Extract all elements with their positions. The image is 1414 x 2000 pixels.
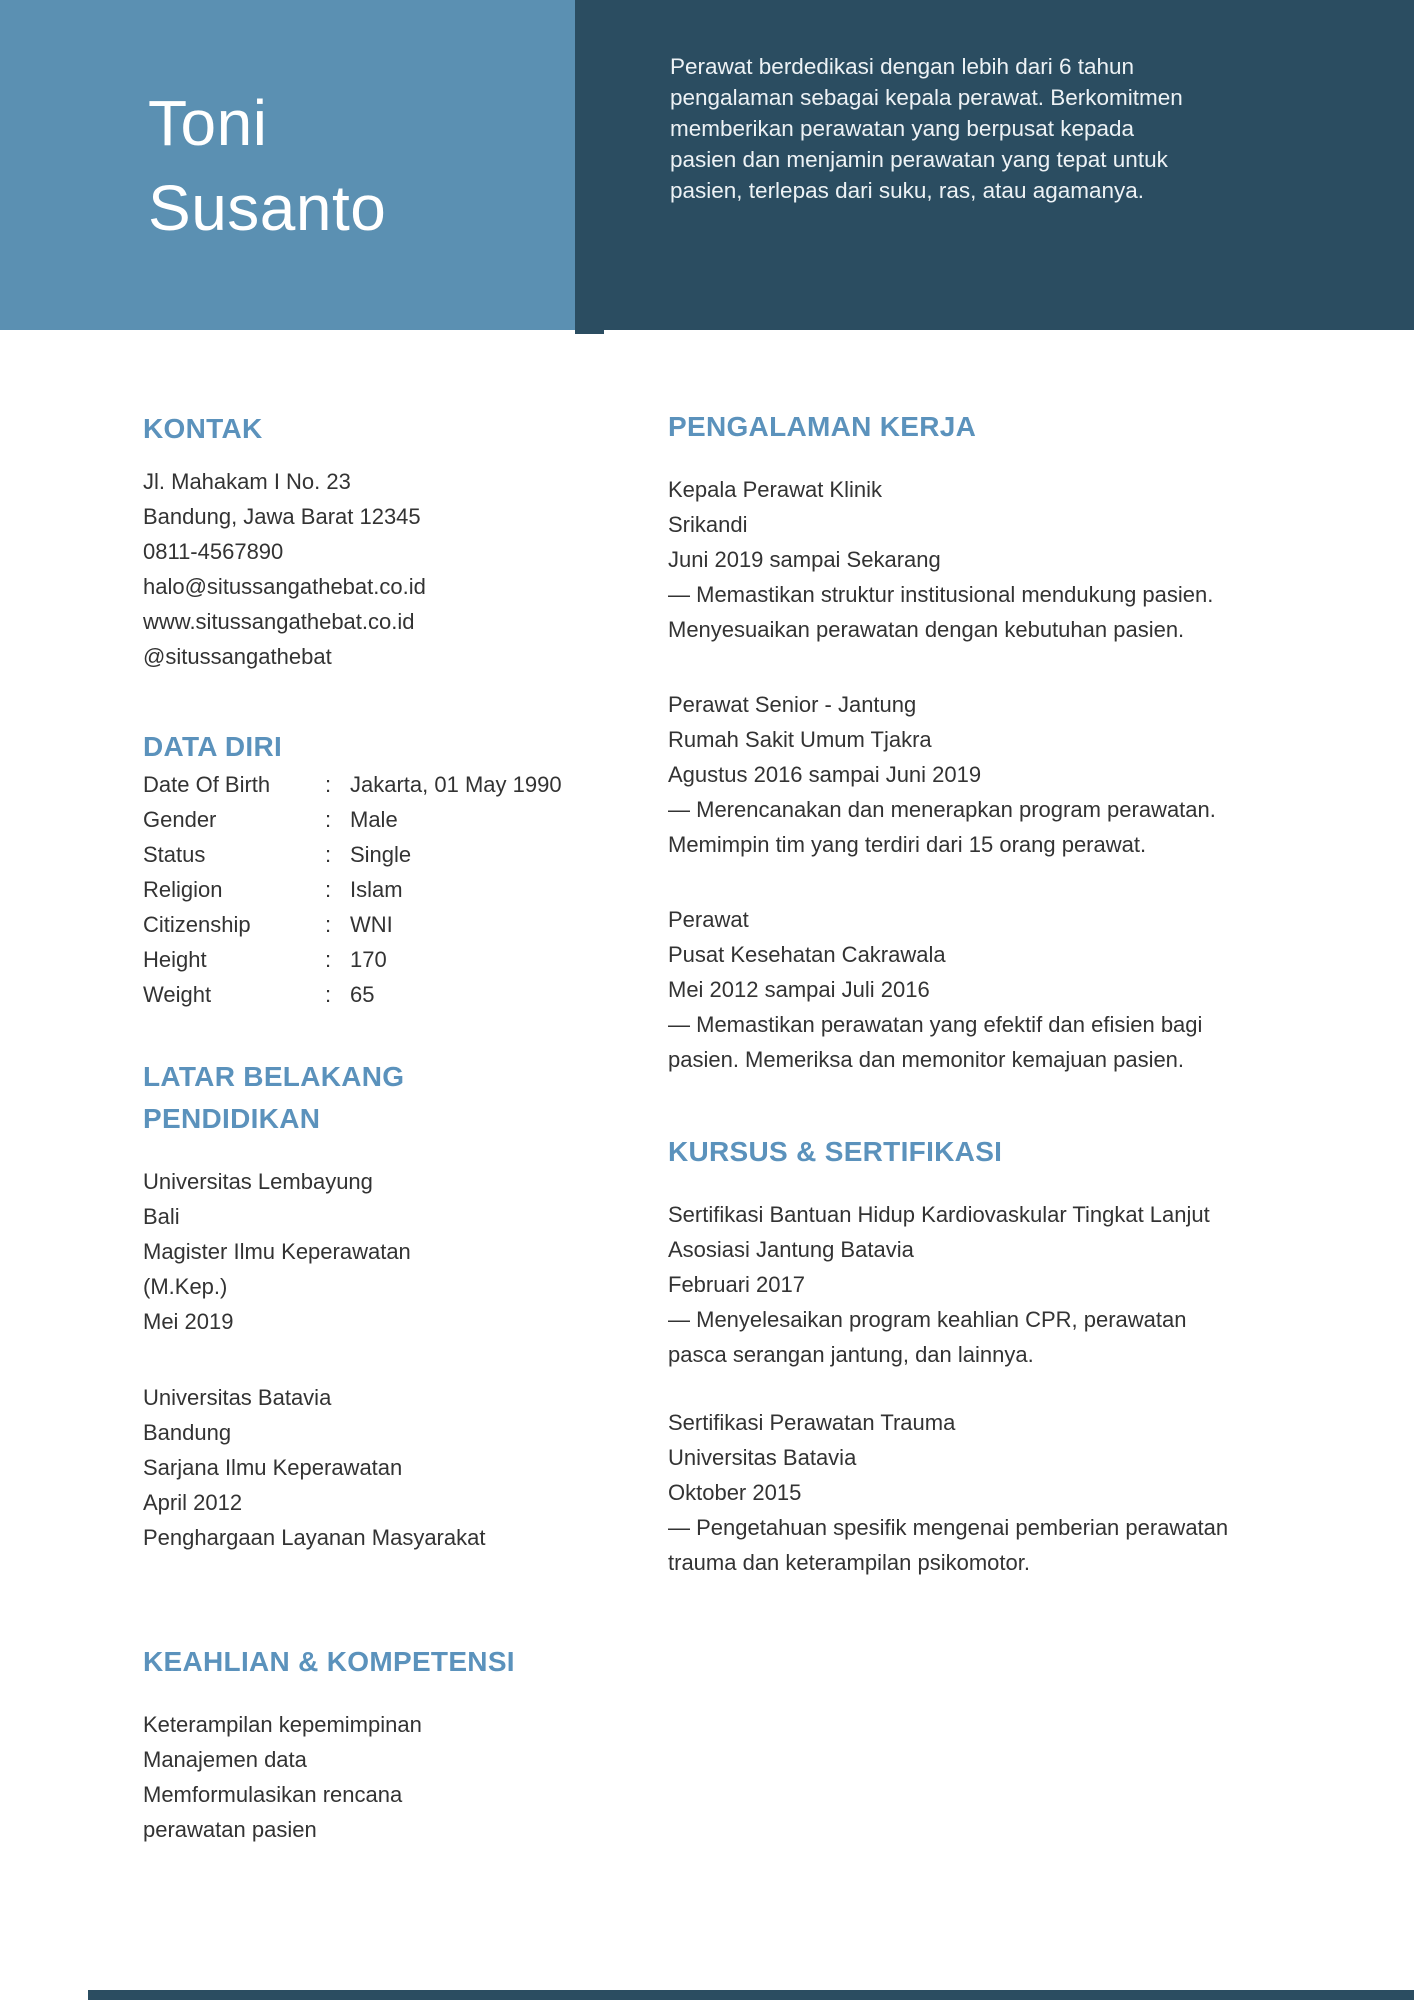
experience-entry xyxy=(668,472,1213,647)
data-diri-row xyxy=(143,837,623,872)
row-separator: : xyxy=(325,877,332,902)
row-separator: : xyxy=(325,947,332,972)
certification-description-line: trauma dan keterampilan psikomotor. xyxy=(668,1550,1030,1575)
certification-description-line: — Pengetahuan spesifik mengenai pemberian perawatan xyxy=(668,1515,1229,1540)
education-school: Universitas Lembayung xyxy=(143,1169,373,1194)
profile-summary xyxy=(670,51,1250,206)
job-company: Srikandi xyxy=(668,512,748,537)
education-entry xyxy=(143,1380,485,1555)
contact-city-line: Bandung, Jawa Barat 12345 xyxy=(143,504,421,529)
certification-entry xyxy=(668,1197,1210,1372)
contact-list xyxy=(143,464,426,674)
candidate-name xyxy=(148,81,386,251)
job-title: Perawat xyxy=(668,907,749,932)
row-value: Single xyxy=(350,842,412,867)
data-diri-row xyxy=(143,977,623,1012)
summary-line: pengalaman sebagai kepala perawat. Berkomitmen xyxy=(670,85,1183,110)
row-label: Citizenship xyxy=(143,912,251,937)
section-title-kursus: KURSUS & SERTIFIKASI xyxy=(668,1136,1003,1167)
section-title-pendidikan: LATAR BELAKANG PENDIDIKAN xyxy=(143,1061,405,1134)
education-location: Bali xyxy=(143,1204,180,1229)
certification-title: Sertifikasi Perawatan Trauma xyxy=(668,1410,956,1435)
candidate-last-name: Susanto xyxy=(148,172,387,244)
job-title: Kepala Perawat Klinik xyxy=(668,477,883,502)
data-diri-row xyxy=(143,872,623,907)
row-value: WNI xyxy=(350,912,393,937)
education-degree-abbر: (M.Kep.) xyxy=(143,1274,228,1299)
section-title-pengalaman: PENGALAMAN KERJA xyxy=(668,411,977,442)
job-description-line: Memimpin tim yang terdiri dari 15 orang perawat. xyxy=(668,832,1147,857)
skill-item: perawatan pasien xyxy=(143,1817,317,1842)
row-separator: : xyxy=(325,982,332,1007)
footer-bar xyxy=(88,1990,1414,2000)
row-separator: : xyxy=(325,912,332,937)
section-title-data-diri: DATA DIRI xyxy=(143,731,283,762)
job-period: Juni 2019 sampai Sekarang xyxy=(668,547,941,572)
contact-website: www.situssangathebat.co.id xyxy=(143,609,415,634)
certification-date: Oktober 2015 xyxy=(668,1480,802,1505)
candidate-first-name: Toni xyxy=(148,87,268,159)
job-company: Rumah Sakit Umum Tjakra xyxy=(668,727,932,752)
data-diri-row xyxy=(143,802,623,837)
row-label: Height xyxy=(143,947,207,972)
skill-item: Memformulasikan rencana xyxy=(143,1782,403,1807)
job-description-line: — Memastikan struktur institusional mendukung pasien. xyxy=(668,582,1214,607)
summary-line: pasien dan menjamin perawatan yang tepat untuk xyxy=(670,147,1168,172)
row-value: Jakarta, 01 May 1990 xyxy=(350,772,562,797)
skill-item: Keterampilan kepemimpinan xyxy=(143,1712,422,1737)
row-value: Islam xyxy=(350,877,403,902)
skill-item: Manajemen data xyxy=(143,1747,307,1772)
row-label: Weight xyxy=(143,982,212,1007)
certification-issuer: Universitas Batavia xyxy=(668,1445,857,1470)
job-title: Perawat Senior - Jantung xyxy=(668,692,917,717)
row-separator: : xyxy=(325,772,332,797)
section-title-kontak: KONTAK xyxy=(143,413,263,444)
contact-address-line: Jl. Mahakam I No. 23 xyxy=(143,469,351,494)
row-label: Religion xyxy=(143,877,223,902)
job-company: Pusat Kesehatan Cakrawala xyxy=(668,942,946,967)
contact-phone: 0811-4567890 xyxy=(143,539,284,564)
job-period: Mei 2012 sampai Juli 2016 xyxy=(668,977,930,1002)
row-label: Gender xyxy=(143,807,217,832)
education-school: Universitas Batavia xyxy=(143,1385,332,1410)
job-period: Agustus 2016 sampai Juni 2019 xyxy=(668,762,982,787)
row-value: 65 xyxy=(350,982,375,1007)
data-diri-row xyxy=(143,767,623,802)
certification-date: Februari 2017 xyxy=(668,1272,805,1297)
job-description-line: — Merencanakan dan menerapkan program perawatan. xyxy=(668,797,1216,822)
contact-email: halo@situssangathebat.co.id xyxy=(143,574,426,599)
education-degree: Magister Ilmu Keperawatan xyxy=(143,1239,411,1264)
experience-entry xyxy=(668,687,1216,862)
row-separator: : xyxy=(325,842,332,867)
certification-entry xyxy=(668,1405,1228,1580)
row-value: 170 xyxy=(350,947,387,972)
row-label: Status xyxy=(143,842,206,867)
education-date: April 2012 xyxy=(143,1490,243,1515)
section-title-keahlian: KEAHLIAN & KOMPETENSI xyxy=(143,1646,515,1677)
row-label: Date Of Birth xyxy=(143,772,271,797)
job-description-line: Menyesuaikan perawatan dengan kebutuhan pasien. xyxy=(668,617,1185,642)
summary-line: pasien, terlepas dari suku, ras, atau agamanya. xyxy=(670,178,1145,203)
data-diri-row xyxy=(143,942,623,977)
education-location: Bandung xyxy=(143,1420,232,1445)
row-separator: : xyxy=(325,807,332,832)
education-award: Penghargaan Layanan Masyarakat xyxy=(143,1525,486,1550)
certification-description-line: pasca serangan jantung, dan lainnya. xyxy=(668,1342,1034,1367)
row-value: Male xyxy=(350,807,398,832)
summary-line: memberikan perawatan yang berpusat kepada xyxy=(670,116,1135,141)
certification-title: Sertifikasi Bantuan Hidup Kardiovaskular Tingkat Lanjut xyxy=(668,1202,1210,1227)
header-notch xyxy=(575,330,604,334)
skills-list xyxy=(143,1707,422,1847)
education-degree: Sarjana Ilmu Keperawatan xyxy=(143,1455,403,1480)
contact-social-handle: @situssangathebat xyxy=(143,644,332,669)
education-date: Mei 2019 xyxy=(143,1309,234,1334)
education-entry xyxy=(143,1164,411,1339)
summary-line: Perawat berdedikasi dengan lebih dari 6 tahun xyxy=(670,54,1135,79)
data-diri-row xyxy=(143,907,623,942)
job-description-line: pasien. Memeriksa dan memonitor kemajuan pasien. xyxy=(668,1047,1185,1072)
certification-issuer: Asosiasi Jantung Batavia xyxy=(668,1237,914,1262)
job-description-line: — Memastikan perawatan yang efektif dan efisien bagi xyxy=(668,1012,1203,1037)
certification-description-line: — Menyelesaikan program keahlian CPR, perawatan xyxy=(668,1307,1187,1332)
experience-entry xyxy=(668,902,1202,1077)
data-diri-table xyxy=(143,767,623,1012)
